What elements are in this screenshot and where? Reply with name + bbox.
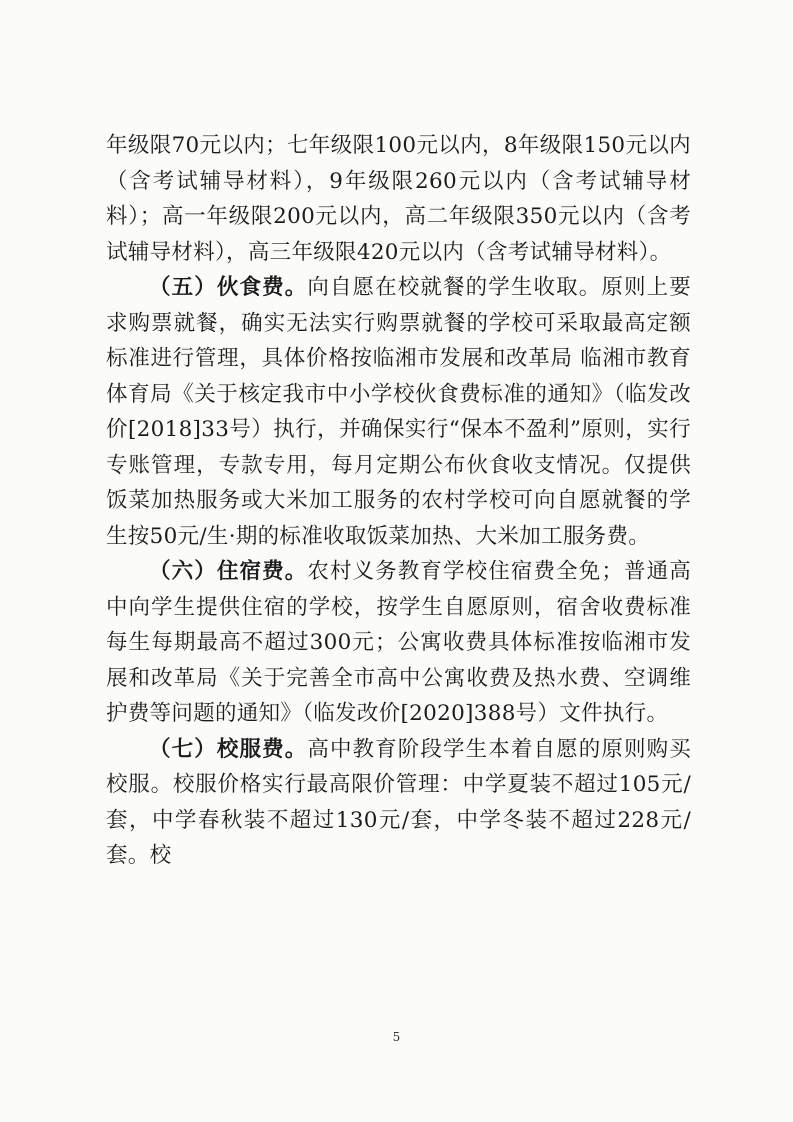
paragraph-heading: （六）住宿费。 bbox=[149, 559, 308, 584]
paragraph-text: 农村义务教育学校住宿费全免；普通高中向学生提供住宿的学校，按学生自愿原则，宿舍收费标准每生每期最高不超过300元；公寓收费具体标准按临湘市发展和改革局《关于完善全市高中公寓收费及热水费、空调维护费等问题的通知》（临发改价[2020]388号）文件执行。 bbox=[106, 559, 691, 726]
page-number: 5 bbox=[392, 1030, 401, 1044]
paragraph-text: 年级限70元以内；七年级限100元以内，8年级限150元以内（含考试辅导材料），9年级限260元以内（含考试辅导材料）；高一年级限200元以内，高二年级限350元以内（含考试辅导材料），高三年级限420元以内（含考试辅导材料）。 bbox=[106, 133, 691, 265]
paragraph-continuation bbox=[106, 128, 691, 270]
paragraph-meal-fee bbox=[106, 270, 691, 554]
paragraph-uniform-fee bbox=[106, 732, 691, 874]
paragraph-heading: （七）校服费。 bbox=[149, 736, 308, 762]
paragraph-text: 高中教育阶段学生本着自愿的原则购买校服。校服价格实行最高限价管理：中学夏装不超过105元/套，中学春秋装不超过130元/套，中学冬装不超过228元/套。校 bbox=[106, 736, 691, 868]
paragraph-heading: （五）伙食费。 bbox=[149, 275, 308, 300]
paragraph-text: 向自愿在校就餐的学生收取。原则上要求购票就餐，确实无法实行购票就餐的学校可采取最高定额标准进行管理，具体价格按临湘市发展和改革局 临湘市教育体育局《关于核定我市中小学校伙食费标准的通知》（临发改价[2018]33号）执行，并确保实行“保本不盈利”原则，实行专账管理，专款专用，每月定期公布伙食收支情况。仅提供饭菜加热服务或大米加工服务的农村学校可向自愿就餐的学生按50元/生·期的标准收取饭菜加热、大米加工服务费。 bbox=[106, 275, 691, 549]
paragraph-accommodation-fee bbox=[106, 554, 691, 732]
document-body bbox=[106, 128, 691, 874]
